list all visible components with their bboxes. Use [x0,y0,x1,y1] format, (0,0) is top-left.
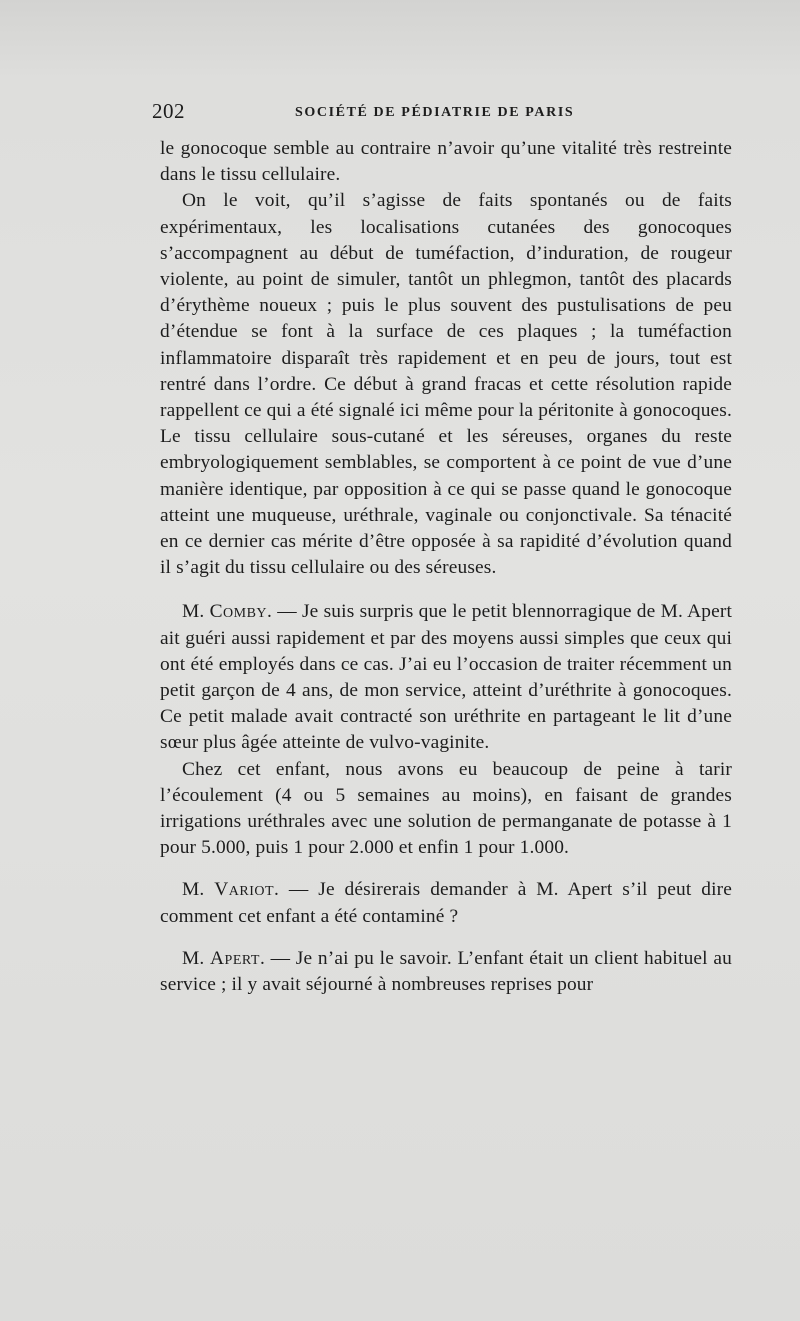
speaker-prefix: M. [182,879,215,901]
paragraph: Chez cet enfant, nous avons eu beaucoup de peine à tarir l’écoulement (4 ou 5 semaines au moins), en faisant de grandes irrigations uréthrales avec une solution de permanganate de potasse à 1 pour 5.000, puis 1 pour 2.000 et enfin 1 pour 1.000. [160,758,732,859]
paragraph-variot [160,877,732,929]
paragraph: le gonocoque semble au contraire n’avoir qu’une vitalité très restreinte dans le tissu cellulaire. [160,138,732,186]
paragraph-comby [160,599,732,756]
paragraph: On le voit, qu’il s’agisse de faits spontanés ou de faits expérimentaux, les localisations cutanées des gonocoques s’accompagnent au début de tuméfaction, d’induration, de rougeur violente, au point de simuler, tantôt un phlegmon, tantôt des placards d’érythème noueux ; puis le plus souvent des pustulisations de peu d’étendue se font à la surface de ces plaques ; la tuméfaction inflammatoire disparaît très rapidement et en peu de jours, tout est rentré dans l’ordre. Ce début à grand fracas et cette résolution rapide rappellent ce qui a été signalé ici même pour la péritonite à gonocoques. Le tissu cellulaire sous-cutané et les séreuses, organes du reste embryologiquement semblables, se comportent à ce point de vue d’une manière identique, par opposition à ce qui se passe quand le gonocoque atteint une muqueuse, uréthrale, vaginale ou conjonctivale. Sa ténacité en ce dernier cas mérite d’être opposée à sa rapidité d’évolution quand il s’agit du tissu cellulaire ou des séreuses. [160,190,732,579]
speaker-prefix: M. [182,947,211,969]
speaker-prefix: M. [182,601,210,623]
running-title: SOCIÉTÉ DE PÉDIATRIE DE PARIS [295,105,575,120]
paragraph-text: . — Je désirerais demander à M. Apert s’il peut dire comment cet enfant a été contaminé ? [160,879,733,927]
speaker-name: Comby [209,601,268,623]
paragraph-text: . — Je suis surpris que le petit blennorragique de M. Apert ait guéri aussi rapidement et par des moyens aussi simples que ceux qui ont été employés dans ce cas. J’ai eu l’occasion de traiter récemment un petit garçon de 4 ans, de mon service, atteint d’uréthrite à gonocoques. Ce petit malade avait contracté son uréthrite en partageant le lit d’une sœur plus âgée atteinte de vulvo-vaginite. [160,601,733,754]
speaker-name: Apert [210,947,260,969]
paragraph-apert [160,946,732,998]
speaker-name: Variot [214,879,275,901]
body-text [160,136,732,998]
page-header [152,99,730,129]
page-number: 202 [152,99,185,123]
paragraph-text: . — Je n’ai pu le savoir. L’enfant était un client habituel au service ; il y avait séjourné à nombreuses reprises pour [160,947,732,996]
